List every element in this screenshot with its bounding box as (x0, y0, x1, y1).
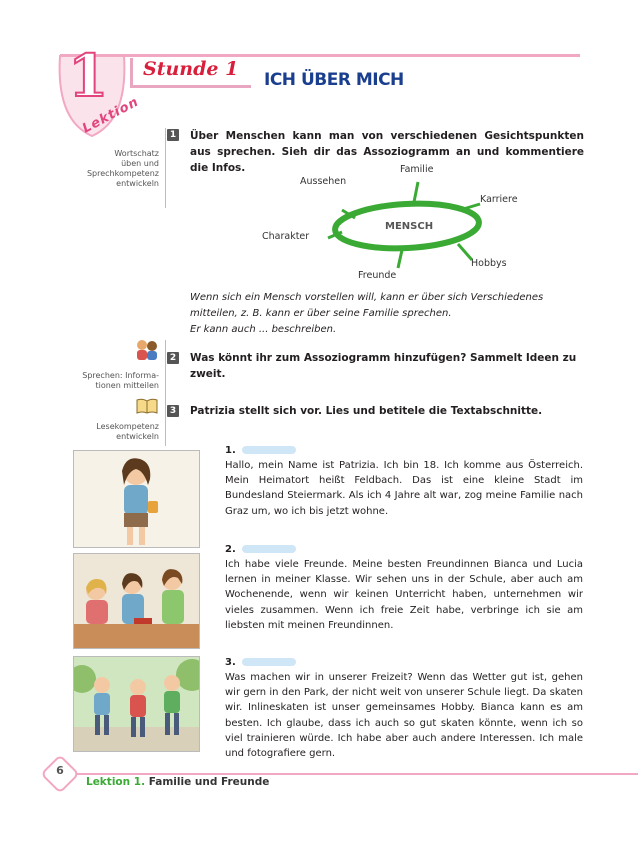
sidebar-rule-1 (165, 128, 166, 208)
title-blank-2[interactable] (242, 545, 296, 553)
section-3-number: 3. (225, 657, 236, 668)
exercise-number-2: 2 (167, 352, 179, 364)
exercise-3-instruction: Patrizia stellt sich vor. Lies und betitele die Textabschnitte. (190, 405, 543, 417)
sidebar-note-2 (75, 371, 159, 391)
footer-rule (72, 773, 638, 775)
footer-text (86, 776, 269, 788)
assoc-familie: Familie (400, 164, 434, 175)
page-number: 6 (56, 764, 64, 777)
section-1 (225, 443, 583, 519)
illustration-freundinnen (73, 553, 200, 649)
title-blank-1[interactable] (242, 446, 296, 454)
footer-lesson-ref: Lektion 1. (86, 776, 146, 788)
section-2-text: Ich habe viele Freunde. Meine besten Freundinnen Bianca und Lucia lernen in meiner Klasse. Wir sehen uns in der Schule, aber auch am Wochenende, wenn wir keinen Unterricht haben, unternehmen wir vieles zusammen. Wenn ich freie Zeit habe, verbringe ich sie am liebsten mit meinen Freundinnen. (225, 559, 583, 631)
assoc-karriere: Karriere (480, 194, 518, 205)
sidebar-note-3-line: Lesekompetenz (96, 422, 159, 431)
sidebar-note-1 (75, 149, 159, 189)
exercise-1-instruction: Über Menschen kann man von verschiedenen Gesichtspunkten aus sprechen. Sieh dir das Assoziogramm an und kommentiere die Infos. (190, 130, 584, 174)
title-blank-3[interactable] (242, 658, 296, 666)
example-line: Er kann auch ... beschreiben. (190, 324, 337, 335)
illustration-patrizia (73, 450, 200, 548)
sidebar-note-3 (75, 422, 159, 442)
header-rule (60, 54, 580, 57)
section-3-heading (225, 655, 583, 670)
section-1-text: Hallo, mein Name ist Patrizia. Ich bin 18. Ich komme aus Österreich. Mein Heimatort heißt Feldbach. Das ist eine kleine Stadt im Bundesland Steiermark. Als ich 4 Jahre alt war, zog meine Familie nach Graz um, wo ich bis jetzt wohne. (225, 460, 583, 517)
footer-topic: Familie und Freunde (148, 776, 270, 788)
section-1-heading (225, 443, 583, 458)
sidebar-note-1-line: Sprechkompetenz (86, 169, 159, 178)
section-3-text: Was machen wir in unserer Freizeit? Wenn das Wetter gut ist, gehen wir gern in den Park, der nicht weit von unserer Schule liegt. Da skaten wir. Inlineskaten ist unser gemeinsames Hobby. Bianca kann es am besten. Ich glaube, dass ich auch so gut skaten könnte, wenn ich so viel trainieren würde. Ich habe aber auch andere Interessen. Ich male und fotografiere gern. (225, 672, 583, 760)
lesson-label: Lektion (80, 94, 142, 137)
section-2-number: 2. (225, 544, 236, 555)
assoc-center: MENSCH (385, 221, 434, 232)
sidebar-note-3-line: entwickeln (116, 432, 159, 441)
section-1-number: 1. (225, 445, 236, 456)
assoc-aussehen: Aussehen (300, 176, 347, 187)
pair-work-icon (134, 339, 160, 361)
exercise-number-3: 3 (167, 405, 179, 417)
page-title: ICH ÜBER MICH (264, 70, 404, 90)
sidebar-rule-3 (165, 396, 166, 446)
lesson-number: 1 (68, 42, 109, 110)
sidebar-note-1-line: Wortschatz (114, 149, 159, 158)
section-2 (225, 542, 583, 633)
exercise-2-instruction: Was könnt ihr zum Assoziogramm hinzufügen? Sammelt Ideen zu zweit. (190, 352, 577, 380)
example-line: Wenn sich ein Mensch vorstellen will, kann er über sich Verschiedenes (190, 292, 544, 303)
assoc-freunde: Freunde (358, 270, 397, 281)
sidebar-note-2-line: tionen mitteilen (95, 381, 159, 390)
stunde-label: Stunde 1 (143, 58, 239, 80)
assoc-hobbys: Hobbys (471, 258, 507, 269)
exercise-number-1: 1 (167, 129, 179, 141)
book-icon (136, 398, 158, 414)
sidebar-rule-2 (165, 340, 166, 400)
example-text (190, 290, 584, 338)
sidebar-note-1-line: entwickeln (116, 179, 159, 188)
assoc-charakter: Charakter (262, 231, 310, 242)
illustration-inlineskaten (73, 656, 200, 752)
section-3 (225, 655, 583, 761)
sidebar-note-2-line: Sprechen: Informa- (82, 371, 159, 380)
section-2-heading (225, 542, 583, 557)
sidebar-note-1-line: üben und (121, 159, 159, 168)
example-line: mitteilen, z. B. kann er über seine Familie sprechen. (190, 308, 452, 319)
